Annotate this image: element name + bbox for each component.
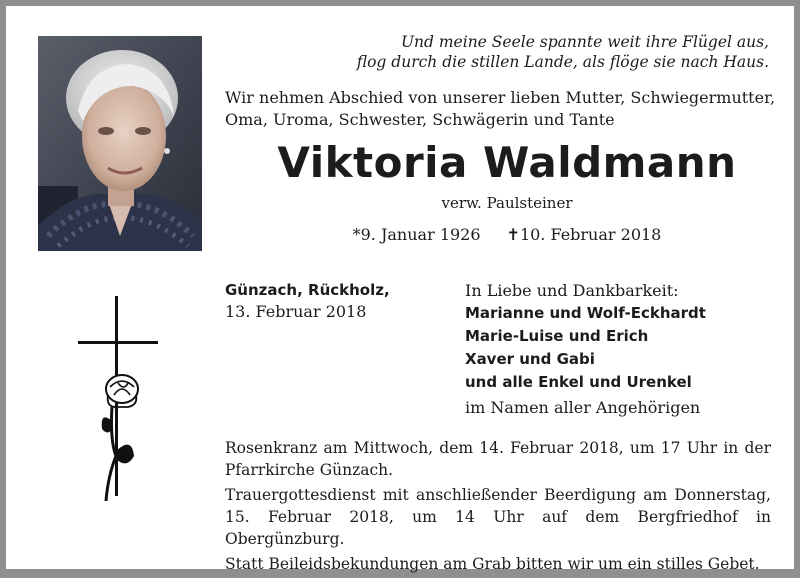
obituary-card <box>6 6 794 573</box>
family-member: Marie-Luise und Erich <box>465 327 649 345</box>
funeral-line: Trauergottesdienst mit anschließender Beerdigung am Donnerstag, <box>225 486 771 504</box>
funeral-line: 15. Februar 2018, um 14 Uhr auf dem Bergfriedhof in Obergünzburg. <box>225 508 771 548</box>
location: Günzach, Rückholz, <box>225 281 390 299</box>
family-list <box>465 279 706 419</box>
deceased-name: Viktoria Waldmann <box>277 138 737 187</box>
intro-text <box>225 87 785 131</box>
service-info <box>225 437 771 578</box>
notice-date: 13. Februar 2018 <box>225 302 367 321</box>
intro-line: Oma, Uroma, Schwester, Schwägerin und Tante <box>225 110 615 129</box>
family-member: Marianne und Wolf-Eckhardt <box>465 304 706 322</box>
poem-line: flog durch die stillen Lande, als flöge sie nach Haus. <box>356 53 769 71</box>
funeral-info <box>225 484 771 550</box>
rosary-line: Rosenkranz am Mittwoch, dem 14. Februar 2018, um 17 Uhr in der <box>225 439 771 457</box>
family-heading: In Liebe und Dankbarkeit: <box>465 281 679 300</box>
family-closing: im Namen aller Angehörigen <box>465 398 701 417</box>
cross-icon <box>72 291 162 505</box>
rosary-info <box>225 437 771 481</box>
poem-line: Und meine Seele spannte weit ihre Flügel aus, <box>400 33 769 51</box>
rose-icon <box>102 375 138 501</box>
family-member: und alle Enkel und Urenkel <box>465 373 692 391</box>
life-dates <box>222 224 792 246</box>
intro-line: Wir nehmen Abschied von unserer lieben Mutter, Schwiegermutter, <box>225 88 776 107</box>
portrait-photo <box>38 36 202 251</box>
family-member: Xaver und Gabi <box>465 350 595 368</box>
place-date <box>225 279 390 323</box>
death-date: ✝10. Februar 2018 <box>506 225 662 244</box>
rosary-line: Pfarrkirche Günzach. <box>225 461 394 479</box>
condolence-note: Statt Beileidsbekundungen am Grab bitten wir um ein stilles Gebet. <box>225 555 760 573</box>
poem <box>249 32 769 72</box>
maiden-name: verw. Paulsteiner <box>441 194 573 212</box>
birth-date: *9. Januar 1926 <box>352 225 481 244</box>
